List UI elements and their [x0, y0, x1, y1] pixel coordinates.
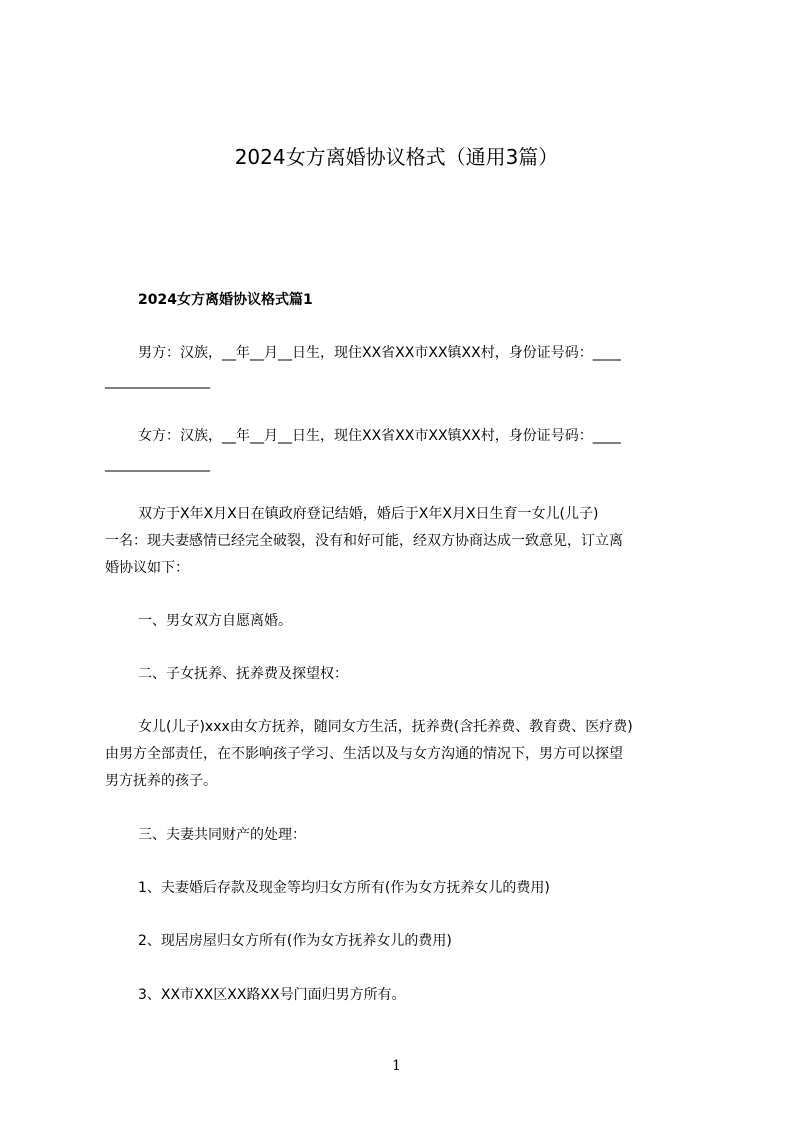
- clause-2: 二、子女抚养、抚养费及探望权：: [138, 666, 348, 682]
- property-item-2: 2、现居房屋归女方所有(作为女方抚养女儿的费用): [138, 933, 452, 949]
- document-title: 2024女方离婚协议格式（通用3篇）: [234, 145, 559, 169]
- property-item-1: 1、夫妻婚后存款及现金等均归女方所有(作为女方抚养女儿的费用): [138, 880, 550, 896]
- custody-line-1: 女儿(儿子)xxx由女方抚养，随同女方生活，抚养费(含托养费、教育费、医疗费): [138, 719, 633, 735]
- intro-line-1: 双方于X年X月X日在镇政府登记结婚，婚后于X年X月X日生育一女儿(儿子): [138, 506, 599, 522]
- clause-3: 三、夫妻共同财产的处理：: [138, 827, 306, 843]
- intro-line-3: 婚协议如下：: [105, 560, 189, 576]
- female-party-line-1: 女方：汉族，__年__月__日生，现住XX省XX市XX镇XX村，身份证号码：____: [138, 428, 621, 444]
- intro-line-2: 一名：现夫妻感情已经完全破裂，没有和好可能，经双方协商达成一致意见，订立离: [105, 533, 623, 549]
- section-heading: 2024女方离婚协议格式篇1: [138, 292, 313, 308]
- property-item-3: 3、XX市XX区XX路XX号门面归男方所有。: [138, 987, 406, 1003]
- male-party-line-1: 男方：汉族，__年__月__日生，现住XX省XX市XX镇XX村，身份证号码：____: [138, 345, 621, 361]
- male-party-line-2: _______________: [105, 373, 210, 389]
- female-party-line-2: _______________: [105, 456, 210, 472]
- custody-line-2: 由男方全部责任，在不影响孩子学习、生活以及与女方沟通的情况下，男方可以探望: [105, 746, 623, 762]
- custody-line-3: 男方抚养的孩子。: [105, 773, 217, 789]
- clause-1: 一、男女双方自愿离婚。: [138, 613, 292, 629]
- page-number: 1: [392, 1058, 401, 1074]
